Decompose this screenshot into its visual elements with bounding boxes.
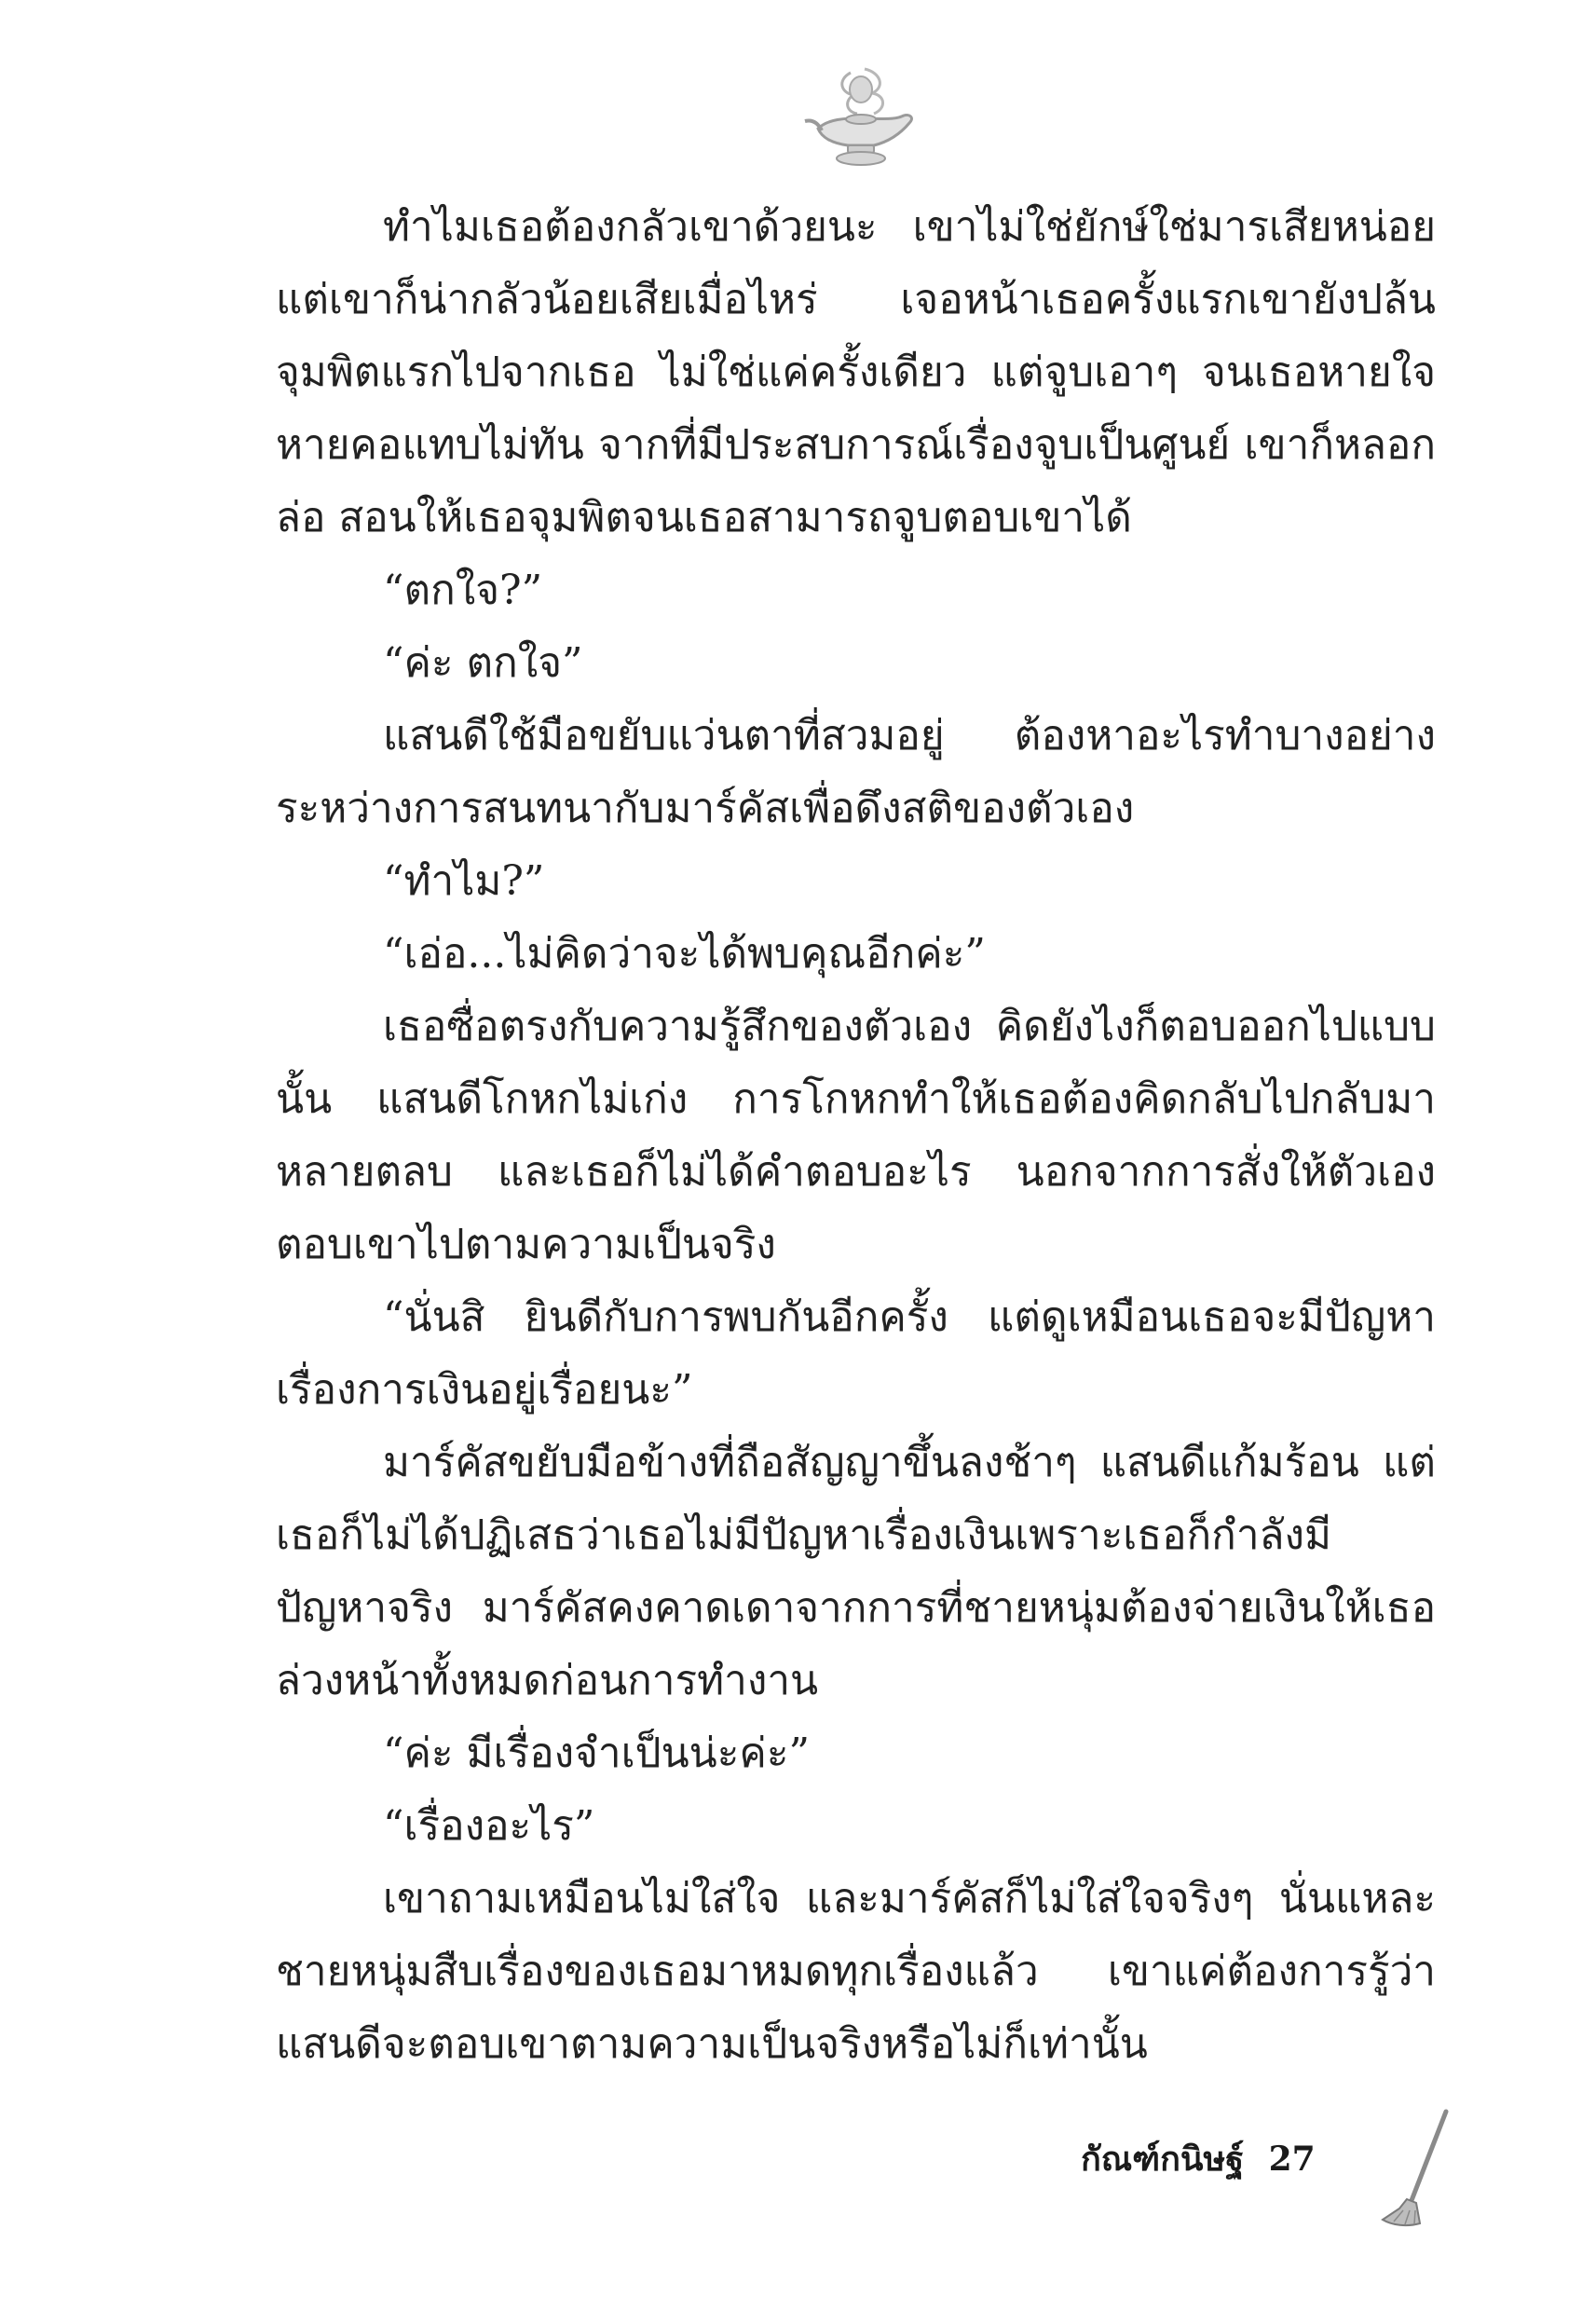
page-footer [1053,2115,1463,2227]
paragraph: เขาถามเหมือนไม่ใส่ใจ และมาร์คัสก็ไม่ใส่ใจจริงๆ นั่นแหละชายหนุ่มสืบเรื่องของเธอมาหมดทุกเรื่องแล้ว เขาแค่ต้องการรู้ว่าแสนดีจะตอบเขาตามความเป็นจริงหรือไม่ก็เท่านั้น [276,1875,1436,2068]
page-number: 27 [1268,2140,1316,2179]
book-title: กัณฑ์กนิษฐ์ [1081,2140,1245,2179]
paragraph: ทำไมเธอต้องกลัวเขาด้วยนะ เขาไม่ใช่ยักษ์ใช่มารเสียหน่อย แต่เขาก็น่ากลัวน้อยเสียเมื่อไหร่ เจอหน้าเธอครั้งแรกเขายังปล้นจุมพิตแรกไปจากเธอ ไม่ใช่แค่ครั้งเดียว แต่จูบเอาๆ จนเธอหายใจหายคอแทบไม่ทัน จากที่มีประสบการณ์เรื่องจูบเป็นศูนย์ เขาก็หลอกล่อ สอนให้เธอจุมพิตจนเธอสามารถจูบตอบเขาได้ [276,203,1436,541]
running-footer [1081,2132,1316,2185]
dialogue-line: “ทำไม?” [383,857,545,905]
paragraph: แสนดีใช้มือขยับแว่นตาที่สวมอยู่ ต้องหาอะไรทำบางอย่างระหว่างการสนทนากับมาร์คัสเพื่อดึงสติของตัวเอง [276,712,1436,832]
genie-lamp-icon [799,63,921,175]
dialogue-line: “ค่ะ ตกใจ” [383,639,583,687]
broom-icon [1379,2106,1463,2236]
body-text [276,191,1436,2081]
dialogue-line: “เอ่อ...ไม่คิดว่าจะได้พบคุณอีกค่ะ” [383,930,986,978]
dialogue-line: “ตกใจ?” [383,567,543,614]
dialogue-line: “เรื่องอะไร” [383,1802,595,1850]
dialogue-line: “นั่นสิ ยินดีกับการพบกันอีกครั้ง แต่ดูเหมือนเธอจะมีปัญหาเรื่องการเงินอยู่เรื่อยนะ” [276,1293,1436,1414]
paragraph: เธอซื่อตรงกับความรู้สึกของตัวเอง คิดยังไงก็ตอบออกไปแบบนั้น แสนดีโกหกไม่เก่ง การโกหกทำให้เธอต้องคิดกลับไปกลับมาหลายตลบ และเธอก็ไม่ได้คำตอบอะไร นอกจากการสั่งให้ตัวเองตอบเขาไปตามความเป็นจริง [276,1003,1436,1268]
paragraph: มาร์คัสขยับมือข้างที่ถือสัญญาขึ้นลงช้าๆ แสนดีแก้มร้อน แต่เธอก็ไม่ได้ปฏิเสธว่าเธอไม่มีปัญหาเรื่องเงินเพราะเธอก็กำลังมีปัญหาจริง มาร์คัสคงคาดเดาจากการที่ชายหนุ่มต้องจ่ายเงินให้เธอล่วงหน้าทั้งหมดก่อนการทำงาน [276,1439,1436,1704]
dialogue-line: “ค่ะ มีเรื่องจำเป็นน่ะค่ะ” [383,1730,810,1777]
